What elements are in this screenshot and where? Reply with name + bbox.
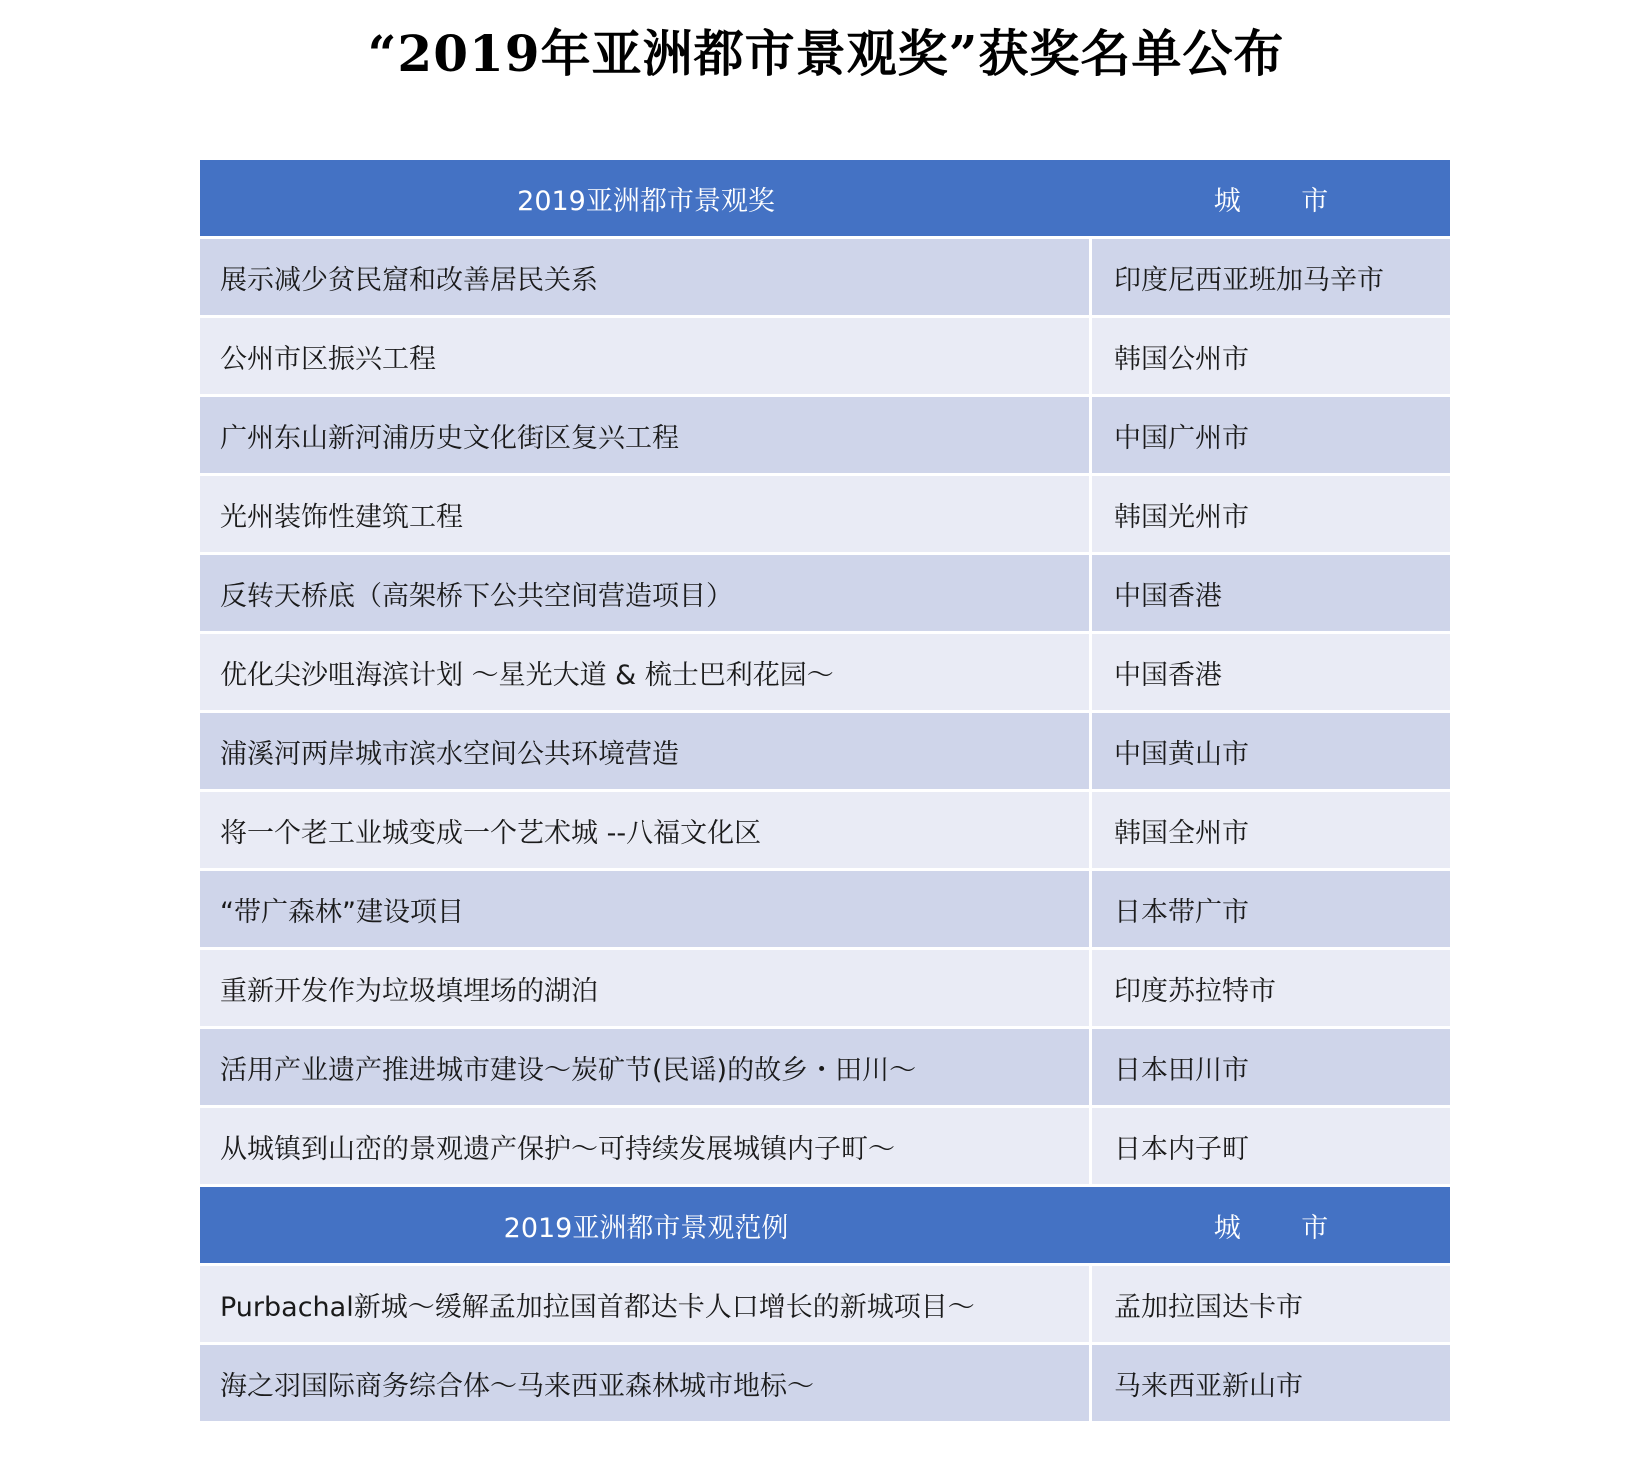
award-city: 日本内子町	[1114, 1133, 1249, 1165]
award-city: 印度尼西亚班加马辛市	[1114, 264, 1384, 296]
award-name: 光州装饰性建筑工程	[220, 501, 463, 533]
example-city: 马来西亚新山市	[1114, 1370, 1303, 1402]
award-name: 展示减少贫民窟和改善居民关系	[220, 264, 598, 296]
award-city: 日本带广市	[1114, 896, 1249, 928]
award-city: 中国广州市	[1114, 422, 1249, 454]
table-row	[200, 1266, 1450, 1345]
award-city: 中国黄山市	[1114, 738, 1249, 770]
award-city: 韩国全州市	[1114, 817, 1249, 849]
table-row	[200, 476, 1450, 555]
table-row	[200, 871, 1450, 950]
example-city-header: 城 市	[1092, 1187, 1450, 1266]
award-name: 浦溪河两岸城市滨水空间公共环境营造	[220, 738, 679, 770]
table-row	[200, 1345, 1450, 1424]
example-name-header: 2019亚洲都市景观范例	[200, 1187, 1092, 1266]
award-city: 韩国公州市	[1114, 343, 1249, 375]
table-row	[200, 950, 1450, 1029]
table-row	[200, 1108, 1450, 1187]
example-header-row	[200, 1187, 1450, 1266]
award-name: “带广森林”建设项目	[220, 896, 464, 928]
example-name: Purbachal新城～缓解孟加拉国首都达卡人口增长的新城项目～	[220, 1291, 975, 1323]
award-name: 广州东山新河浦历史文化街区复兴工程	[220, 422, 679, 454]
award-name: 从城镇到山峦的景观遗产保护～可持续发展城镇内子町～	[220, 1133, 895, 1165]
award-name: 将一个老工业城变成一个艺术城 --八福文化区	[220, 817, 762, 849]
award-city: 中国香港	[1114, 580, 1222, 612]
award-name: 反转天桥底（高架桥下公共空间营造项目）	[220, 580, 733, 612]
award-name: 优化尖沙咀海滨计划 ～星光大道 & 梳士巴利花园～	[220, 659, 834, 691]
award-name: 活用产业遗产推进城市建设～炭矿节(民谣)的故乡・田川～	[220, 1054, 917, 1086]
page-title: “2019年亚洲都市景观奖”获奖名单公布	[367, 24, 1285, 83]
award-city: 韩国光州市	[1114, 501, 1249, 533]
award-city: 中国香港	[1114, 659, 1222, 691]
award-city: 印度苏拉特市	[1114, 975, 1276, 1007]
award-city-header: 城 市	[1092, 160, 1450, 239]
table-row	[200, 713, 1450, 792]
table-row	[200, 318, 1450, 397]
award-name: 重新开发作为垃圾填埋场的湖泊	[220, 975, 598, 1007]
award-city: 日本田川市	[1114, 1054, 1249, 1086]
example-city: 孟加拉国达卡市	[1114, 1291, 1303, 1323]
award-header-row	[200, 160, 1450, 239]
table-row	[200, 397, 1450, 476]
example-name: 海之羽国际商务综合体～马来西亚森林城市地标～	[220, 1370, 814, 1402]
table-row	[200, 634, 1450, 713]
award-table	[200, 160, 1450, 1424]
table-row	[200, 239, 1450, 318]
table-row	[200, 555, 1450, 634]
table-row	[200, 792, 1450, 871]
award-name: 公州市区振兴工程	[220, 343, 436, 375]
award-name-header: 2019亚洲都市景观奖	[200, 160, 1092, 239]
table-row	[200, 1029, 1450, 1108]
